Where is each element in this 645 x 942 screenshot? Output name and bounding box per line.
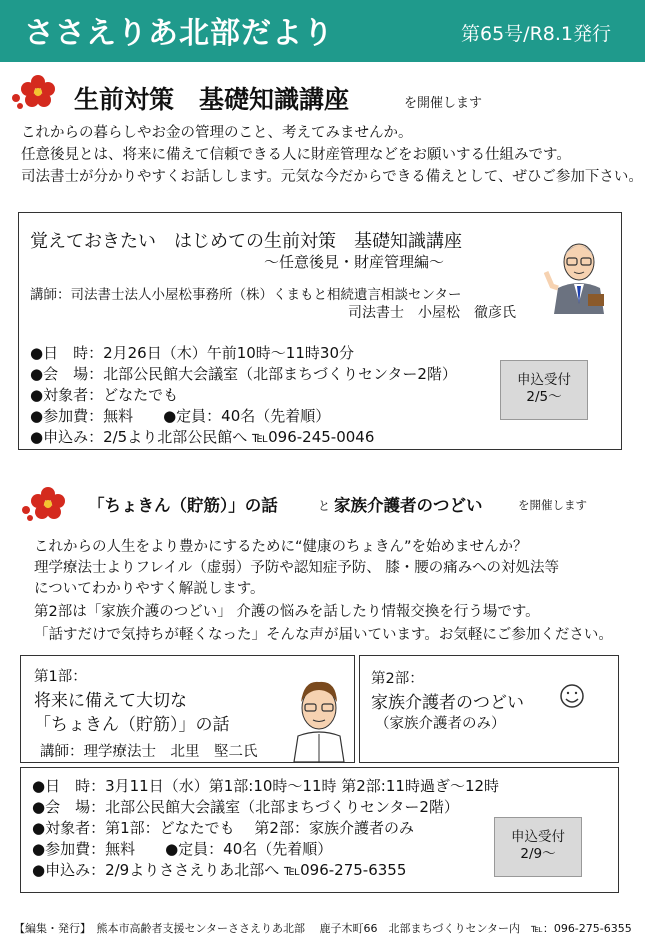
intro-line: 第2部は「家族介護のつどい」 介護の悩みを話したり情報交換を行う場です。 (34, 604, 540, 620)
intro-line: 司法書士が分かりやすくお話しします。元気な今だからできる備えとして、ぜひご参加下さい。 (21, 169, 643, 185)
application-badge (494, 817, 582, 877)
part1-line2: 「ちょきん（貯筋）」の話 (34, 715, 230, 735)
smile-icon (557, 682, 587, 710)
event-apply: ●申込み：2/5より北部公民館へ ℡096-245-0046 (30, 428, 375, 446)
intro-line: 理学療法士よりフレイル（虚弱）予防や認知症予防、 膝・腰の痛みへの対処法等 (34, 560, 560, 576)
issue-number: 第65号/R8.1発行 (461, 23, 611, 45)
application-badge (500, 360, 588, 420)
part2-note: （家族介護者のみ） (375, 716, 506, 732)
badge-date: 2/9～ (520, 846, 556, 862)
intro-line: 任意後見とは、将来に備えて信頼できる人に財産管理などをお願いする仕組みです。 (21, 147, 571, 163)
badge-date: 2/5～ (526, 389, 562, 405)
newsletter-title: ささえりあ北部だより (24, 16, 334, 51)
footer-publisher: 【編集・発行】 熊本市高齢者支援センターささえりあ北部 鹿子木町66 北部まちづくりセンター内 ℡：096-275-6355 (14, 922, 632, 935)
intro-line: これからの人生をより豊かにするために“健康のちょきん”を始めませんか？ (34, 539, 528, 555)
event2-target: ●対象者：第1部：どなたでも 第2部：家族介護者のみ (32, 819, 414, 837)
badge-label: 申込受付 (511, 829, 565, 845)
event2-date: ●日 時：3月11日（水）第1部:10時～11時 第2部:11時過ぎ～12時 (32, 777, 500, 795)
event-date: ●日 時：2月26日（木）午前10時～11時30分 (30, 344, 354, 362)
seminar-title: 生前対策 基礎知識講座 (74, 85, 350, 114)
box-subtitle: ～任意後見・財産管理編～ (264, 253, 445, 271)
seminar-title-suffix: を開催します (404, 96, 483, 111)
event2-apply: ●申込み：2/9よりささえりあ北部へ ℡096-275-6355 (32, 861, 407, 879)
part1-line1: 将来に備えて大切な (34, 691, 187, 711)
event2-title-b: 家族介護者のつどい (334, 496, 483, 515)
therapist-illustration (290, 672, 348, 762)
plum-flower-icon (8, 72, 60, 112)
intro-line: 「話すだけで気持ちが軽くなった」そんな声が届いています。お気軽にご参加ください。 (34, 627, 613, 643)
part1-lecturer: 講師：理学療法士 北里 堅二氏 (40, 744, 258, 760)
lecturer-line: 講師：司法書士法人小屋松事務所（株）くまもと相続遺言相談センター (30, 287, 462, 303)
event2-title-suffix: を開催します (518, 498, 587, 512)
event-venue: ●会 場：北部公民館大会議室（北部まちづくりセンター2階） (30, 365, 457, 383)
event2-title-and: と (318, 499, 331, 513)
event2-venue: ●会 場：北部公民館大会議室（北部まちづくりセンター2階） (32, 798, 459, 816)
plum-flower-icon (18, 484, 70, 524)
intro-line: これからの暮らしやお金の管理のこと、考えてみませんか。 (21, 125, 413, 141)
part1-label: 第1部： (34, 669, 87, 685)
event-fee: ●参加費：無料 ●定員：40名（先着順） (30, 407, 331, 425)
intro-line: についてわかりやすく解説します。 (34, 581, 265, 597)
part2-title: 家族介護者のつどい (371, 693, 524, 713)
box-title: 覚えておきたい はじめての生前対策 基礎知識講座 (30, 231, 462, 252)
lecturer-name: 司法書士 小屋松 徹彦氏 (348, 305, 516, 321)
event2-fee: ●参加費：無料 ●定員：40名（先着順） (32, 840, 333, 858)
event2-title-a: 「ちょきん（貯筋）」の話 (88, 496, 278, 515)
lawyer-illustration (544, 232, 614, 314)
badge-label: 申込受付 (517, 372, 571, 388)
part2-label: 第2部： (371, 671, 424, 687)
event-target: ●対象者：どなたでも (30, 386, 179, 404)
